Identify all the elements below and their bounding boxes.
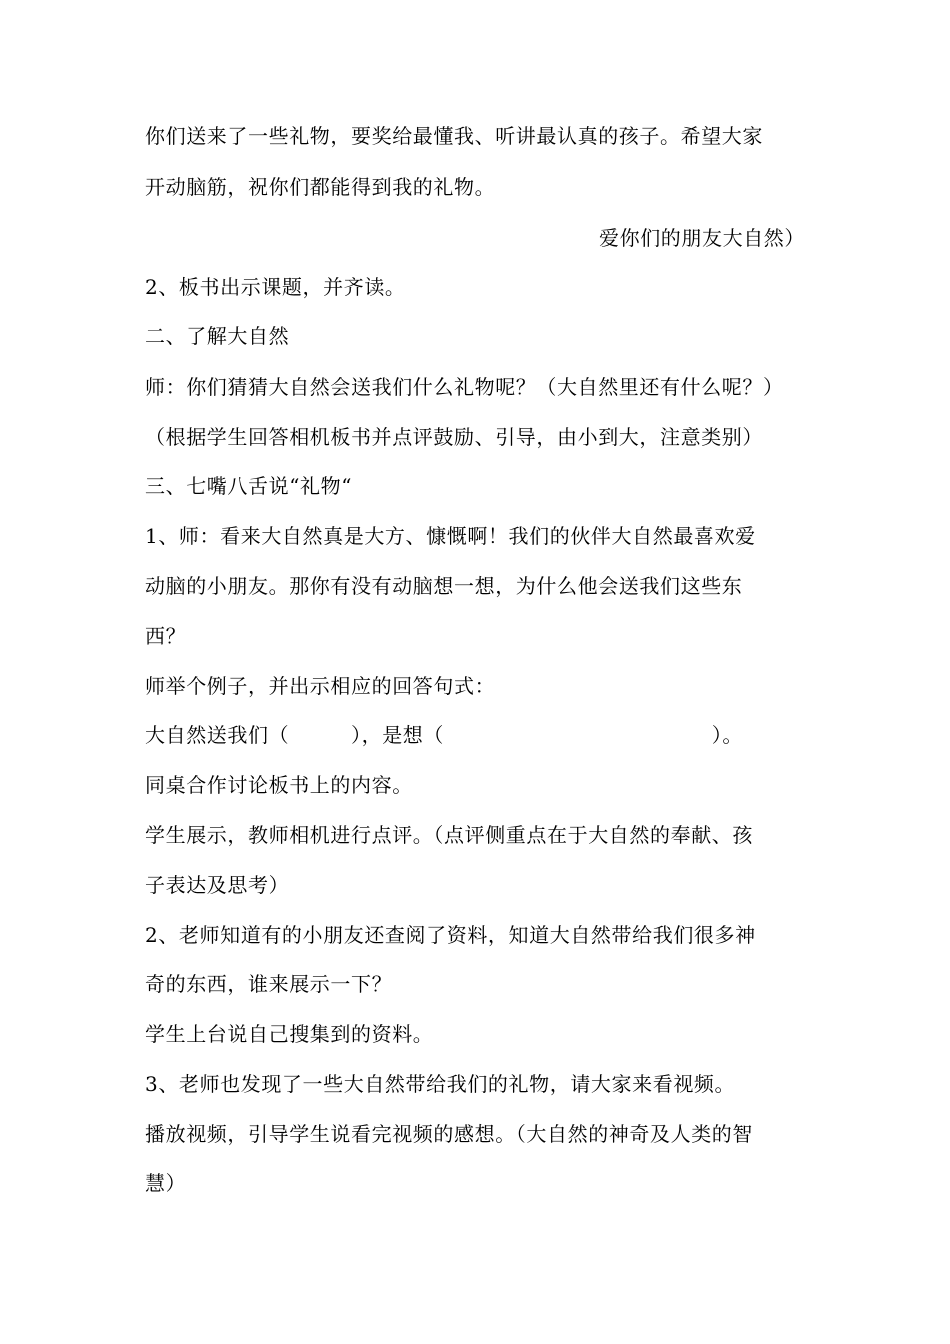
text-line-2: 开动脑筋，祝你们都能得到我的礼物。 [145, 175, 496, 199]
text-line-22: 慧） [145, 1171, 187, 1195]
sentence-pattern-line: 大自然送我们（ ），是想（ ）。 [145, 723, 743, 747]
text-line-20: 3、老师也发现了一些大自然带给我们的礼物，请大家来看视频。 [145, 1072, 736, 1096]
text-line-21: 播放视频，引导学生说看完视频的感想。（大自然的神奇及人类的智 [145, 1122, 753, 1146]
section-heading-2: 二、了解大自然 [145, 324, 290, 348]
text-line-10: 动脑的小朋友。那你有没有动脑想一想，为什么他会送我们这些东 [145, 574, 743, 598]
text-line-16: 子表达及思考） [145, 873, 290, 897]
text-line-18: 奇的东西，谁来展示一下？ [145, 972, 393, 996]
text-line-7: （根据学生回答相机板书并点评鼓励、引导，由小到大，注意类别） [145, 425, 763, 449]
text-line-6: 师：你们猜猜大自然会送我们什么礼物呢？（大自然里还有什么呢？） [145, 375, 784, 399]
text-line-15: 学生展示，教师相机进行点评。（点评侧重点在于大自然的奉献、孩 [145, 823, 753, 847]
text-line-11: 西？ [145, 624, 187, 648]
text-line-9: 1、师：看来大自然真是大方、慷慨啊！我们的伙伴大自然最喜欢爱 [145, 524, 756, 548]
text-line-17: 2、老师知道有的小朋友还查阅了资料，知道大自然带给我们很多神 [145, 923, 756, 947]
text-line-1: 你们送来了一些礼物，要奖给最懂我、听讲最认真的孩子。希望大家 [145, 124, 763, 148]
text-line-12: 师举个例子，并出示相应的回答句式： [145, 674, 496, 698]
section-heading-3: 三、七嘴八舌说“礼物“ [145, 474, 353, 498]
text-line-4: 2、板书出示课题，并齐读。 [145, 275, 406, 299]
text-line-14: 同桌合作讨论板书上的内容。 [145, 773, 413, 797]
signature-line: 爱你们的朋友大自然） [599, 226, 805, 250]
text-line-19: 学生上台说自己搜集到的资料。 [145, 1022, 434, 1046]
